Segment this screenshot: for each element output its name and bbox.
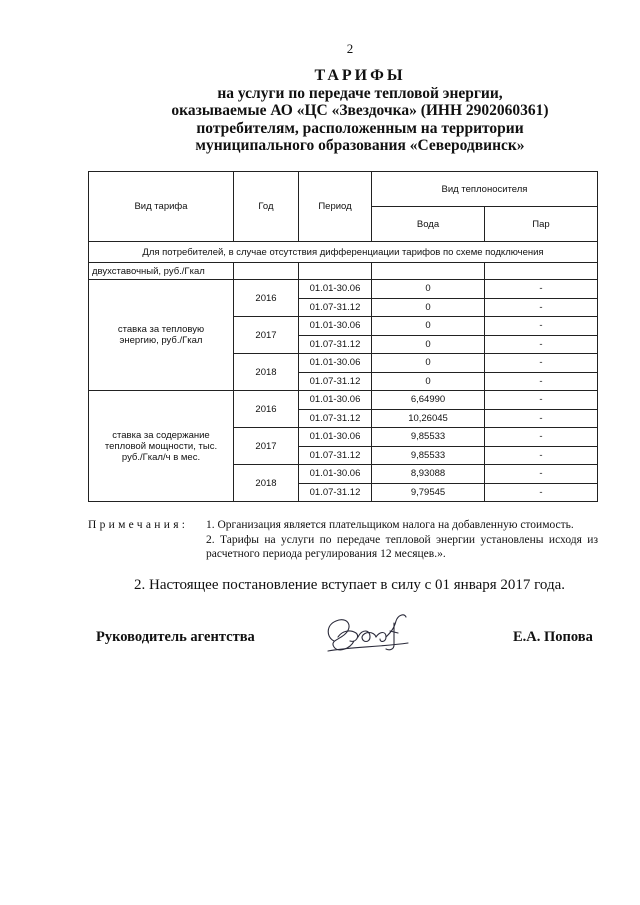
title-line-4: потребителям, расположенным на территории bbox=[196, 119, 524, 137]
water-value: 0 bbox=[372, 372, 485, 391]
water-value: 0 bbox=[372, 354, 485, 373]
steam-value: - bbox=[485, 428, 598, 447]
section-row bbox=[89, 242, 598, 263]
header-period: Период bbox=[299, 172, 372, 242]
period-cell: 01.01-30.06 bbox=[299, 317, 372, 336]
signatory-title: Руководитель агентства bbox=[96, 629, 255, 645]
empty-cell bbox=[372, 263, 485, 280]
period-cell: 01.01-30.06 bbox=[299, 280, 372, 299]
section-title: Для потребителей, в случае отсутствия дифференциации тарифов по схеме подключения bbox=[89, 242, 598, 263]
period-cell: 01.01-30.06 bbox=[299, 465, 372, 484]
title-line-3: оказываемые АО «ЦС «Звездочка» (ИНН 2902060361) bbox=[171, 102, 549, 119]
decree-paragraph: 2. Настоящее постановление вступает в силу с 01 января 2017 года. bbox=[134, 577, 566, 593]
empty-cell bbox=[485, 263, 598, 280]
steam-value: - bbox=[485, 483, 598, 502]
header-steam: Пар bbox=[485, 207, 598, 242]
water-value: 0 bbox=[372, 298, 485, 317]
title-line-5: муниципального образования «Северодвинск» bbox=[195, 137, 525, 154]
steam-value: - bbox=[485, 391, 598, 410]
title-line-2: на услуги по передаче тепловой энергии, bbox=[217, 84, 503, 102]
header-row-1 bbox=[89, 172, 598, 207]
note-1: 1. Организация является плательщиком налога на добавленную стоимость. bbox=[206, 519, 574, 531]
header-carrier: Вид теплоносителя bbox=[372, 172, 598, 207]
steam-value: - bbox=[485, 317, 598, 336]
steam-value: - bbox=[485, 298, 598, 317]
tariff-table bbox=[88, 171, 598, 502]
empty-cell bbox=[234, 263, 299, 280]
steam-value: - bbox=[485, 465, 598, 484]
two-part-row bbox=[89, 263, 598, 280]
steam-value: - bbox=[485, 372, 598, 391]
steam-value: - bbox=[485, 354, 598, 373]
year-cell: 2017 bbox=[234, 428, 299, 465]
period-cell: 01.07-31.12 bbox=[299, 372, 372, 391]
water-value: 10,26045 bbox=[372, 409, 485, 428]
steam-value: - bbox=[485, 446, 598, 465]
period-cell: 01.01-30.06 bbox=[299, 428, 372, 447]
period-cell: 01.07-31.12 bbox=[299, 409, 372, 428]
note-2: 2. Тарифы на услуги по передаче тепловой энергии установлены исходя из расчетного периода регулирования 12 месяцев.». bbox=[206, 533, 598, 560]
year-cell: 2016 bbox=[234, 391, 299, 428]
water-value: 6,64990 bbox=[372, 391, 485, 410]
rate-label: ставка за тепловую энергию, руб./Гкал bbox=[89, 280, 234, 391]
empty-cell bbox=[299, 263, 372, 280]
period-cell: 01.07-31.12 bbox=[299, 335, 372, 354]
handwritten-signature bbox=[320, 607, 416, 665]
header-tariff-type: Вид тарифа bbox=[89, 172, 234, 242]
year-cell: 2016 bbox=[234, 280, 299, 317]
water-value: 9,85533 bbox=[372, 446, 485, 465]
period-cell: 01.01-30.06 bbox=[299, 354, 372, 373]
steam-value: - bbox=[485, 335, 598, 354]
water-value: 9,79545 bbox=[372, 483, 485, 502]
rate-label: ставка за содержание тепловой мощности, тыс. руб./Гкал/ч в мес. bbox=[89, 391, 234, 502]
year-cell: 2018 bbox=[234, 354, 299, 391]
water-value: 8,93088 bbox=[372, 465, 485, 484]
steam-value: - bbox=[485, 409, 598, 428]
table-row bbox=[89, 391, 598, 410]
header-year: Год bbox=[234, 172, 299, 242]
year-cell: 2017 bbox=[234, 317, 299, 354]
water-value: 0 bbox=[372, 335, 485, 354]
water-value: 0 bbox=[372, 317, 485, 336]
period-cell: 01.07-31.12 bbox=[299, 446, 372, 465]
period-cell: 01.01-30.06 bbox=[299, 391, 372, 410]
period-cell: 01.07-31.12 bbox=[299, 483, 372, 502]
title-line-1: ТАРИФЫ bbox=[314, 67, 406, 84]
document-title bbox=[60, 67, 640, 155]
signatory-name: Е.А. Попова bbox=[513, 629, 593, 645]
year-cell: 2018 bbox=[234, 465, 299, 502]
header-water: Вода bbox=[372, 207, 485, 242]
steam-value: - bbox=[485, 280, 598, 299]
two-part-label: двухставочный, руб./Гкал bbox=[89, 263, 234, 280]
notes-label: Примечания: bbox=[88, 519, 189, 531]
page-number: 2 bbox=[346, 41, 354, 56]
water-value: 9,85533 bbox=[372, 428, 485, 447]
table-row bbox=[89, 280, 598, 299]
water-value: 0 bbox=[372, 280, 485, 299]
period-cell: 01.07-31.12 bbox=[299, 298, 372, 317]
